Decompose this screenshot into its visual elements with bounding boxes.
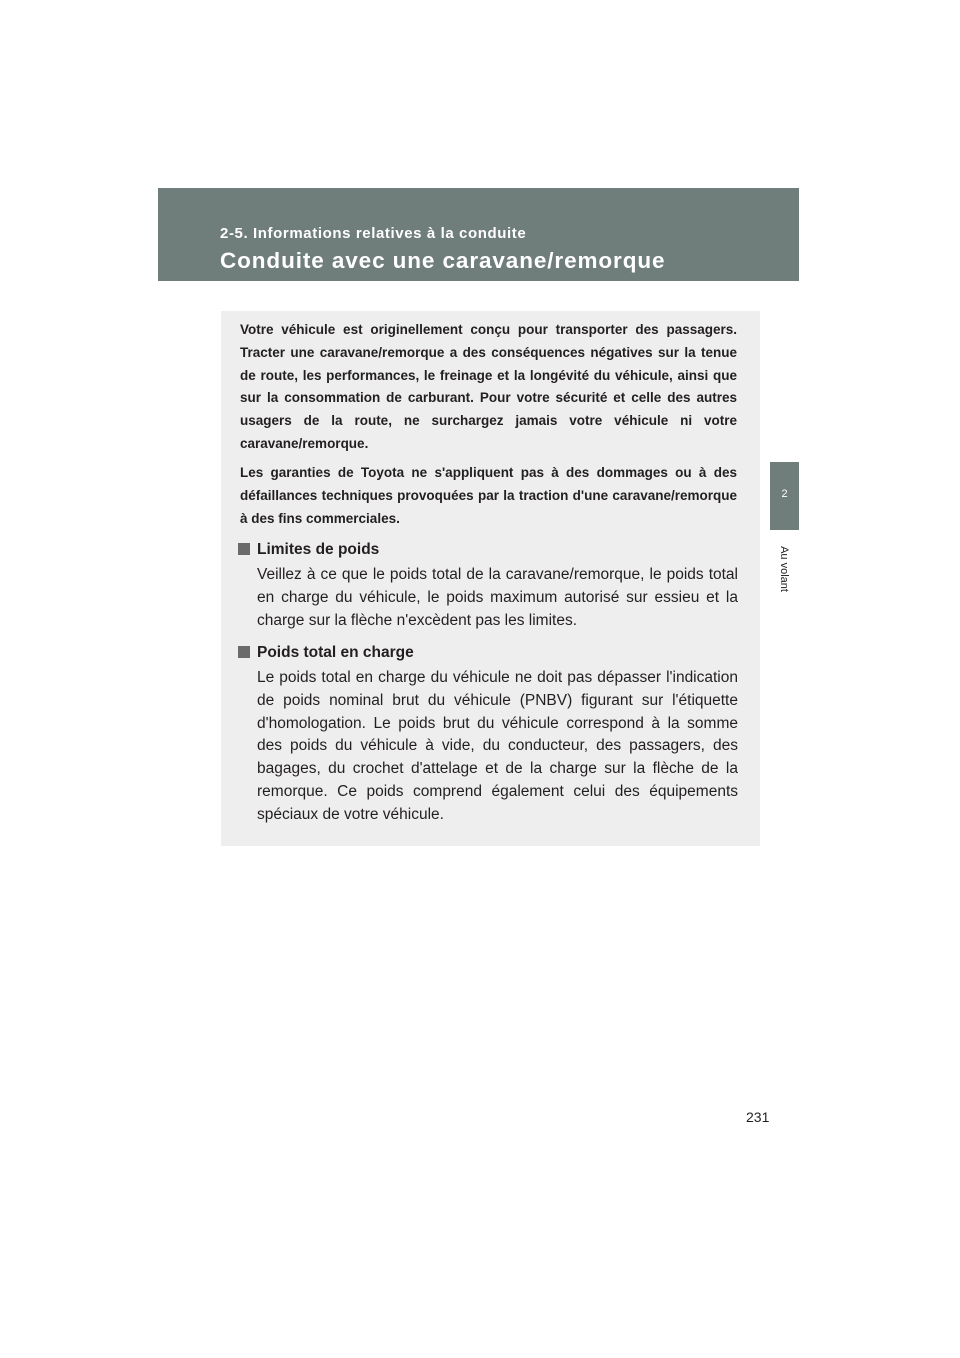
section-label: 2-5. Informations relatives à la conduite [220, 225, 527, 242]
section-heading-text: Limites de poids [257, 541, 380, 558]
intro-paragraph: Les garanties de Toyota ne s'appliquent pas à des dommages ou à des défaillances techniques provoquées par la traction d'une caravane/remorque à des fins commerciales. [240, 465, 737, 526]
page-number: 231 [746, 1109, 770, 1125]
chapter-tab [770, 462, 799, 530]
section-body: Le poids total en charge du véhicule ne doit pas dépasser l'indication de poids nominal brut du véhicule (PNBV) figurant sur l'étiquette d'homologation. Le poids brut du véhicule correspond à la somme des poids du véhicule à vide, du conducteur, des passagers, des bagages, du crochet d'attelage et de la charge sur la flèche de la remorque. Ce poids comprend également celui des équipements spéciaux de votre véhicule. [257, 669, 738, 823]
intro-paragraph: Votre véhicule est originellement conçu pour transporter des passagers. Tracter une caravane/remorque a des conséquences négatives sur la tenue de route, les performances, le freinage et la longévité du véhicule, ainsi que sur la consommation de carburant. Pour votre sécurité et celle des autres usagers de la route, ne surchargez jamais votre véhicule ni votre caravane/remorque. [240, 322, 737, 451]
square-bullet-icon [238, 646, 250, 658]
section-body: Veillez à ce que le poids total de la caravane/remorque, le poids total en charge du véhicule, le poids maximum autorisé sur essieu et la charge sur la flèche n'excèdent pas les limites. [257, 566, 738, 629]
chapter-number: 2 [781, 488, 788, 500]
chapter-header-band [158, 188, 799, 281]
square-bullet-icon [238, 543, 250, 555]
content-box [221, 311, 760, 846]
chapter-name: Au volant [778, 546, 790, 592]
section-heading-text: Poids total en charge [257, 644, 414, 661]
page-title: Conduite avec une caravane/remorque [220, 248, 666, 273]
section-heading-weight-limits [238, 541, 379, 559]
section-heading-gross-weight [238, 644, 414, 662]
